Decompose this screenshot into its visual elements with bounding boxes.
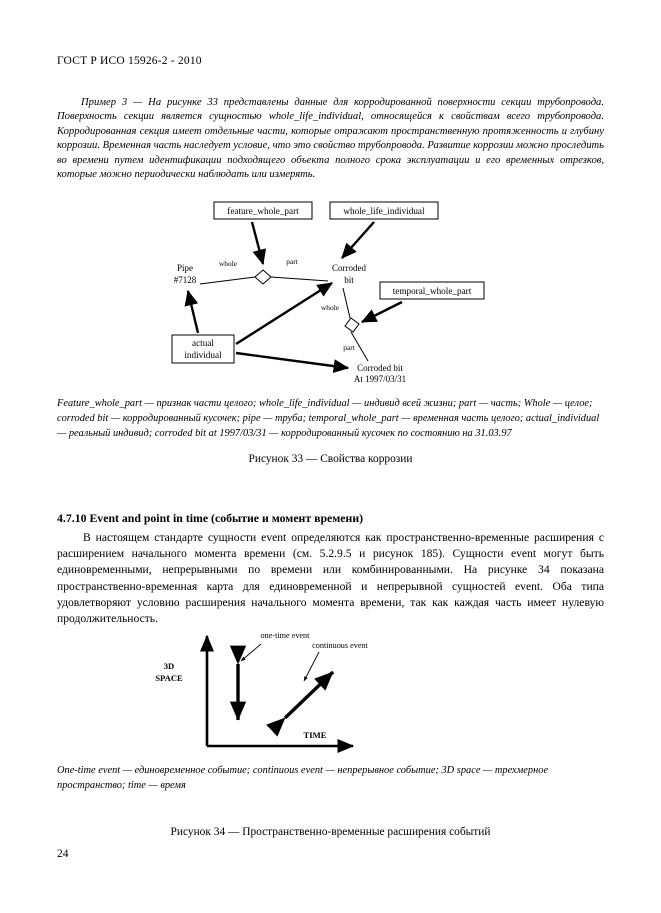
edge-corroded-bit-to-diamond2: [343, 288, 350, 318]
node-corroded-bit: [332, 263, 366, 285]
continuous-event-label: continuous event: [312, 641, 368, 650]
edge-diamond-to-corroded-bit: [271, 277, 328, 281]
box-temporal-whole-part-label: temporal_whole_part: [392, 286, 472, 296]
node-pipe-label-1: Pipe: [176, 263, 194, 273]
box-whole-life-individual: [330, 202, 438, 219]
arrow-actual-individual-to-dated-bit: [236, 353, 348, 368]
y-axis-label-line-1: 3D: [163, 661, 175, 671]
example-paragraph: Пример 3 — На рисунке 33 представлены данные для корродированной поверхности секции трубопровода. Поверхность секции является сущностью whole_life_individual, относящейся к свойствам всего трубопровода. Корродированная секция имеет отдельные части, которые отражают пространственную протяженность и глубину коррозии. Временная часть наследует условие, что это свойство трубопровода. Развитие коррозии можно проследить во времени путем идентификации подходящего объекта полного срока эксплуатации и его временных отрезков, которые можно периодически наблюдать или измерять.: [57, 97, 604, 181]
figure-33-legend: Feature_whole_part — признак части целого; whole_life_individual — индивид всей жизни; part — часть; Whole — целое; corroded bit — корродированный кусочек; pipe — труба; temporal_whole_part — временная часть целого; actual_individual — реальный индивид; corroded bit at 1997/03/31 — корродированный кусочек по состоянию на 31.03.97: [57, 398, 600, 440]
relation-diamond-lower: [345, 318, 359, 332]
continuous-event-arrow: [285, 672, 333, 718]
edge-label-whole-top: whole: [218, 259, 238, 268]
figure-33-caption: Рисунок 33 — Свойства коррозии: [248, 452, 413, 465]
page-number: 24: [57, 848, 69, 860]
figure-34-diagram: [155, 628, 485, 765]
arrow-whole-life-individual-to-corroded-bit: [342, 222, 374, 258]
one-time-event-label: one-time event: [260, 631, 310, 640]
edge-label-part-top: part: [286, 257, 298, 266]
figure-33-svg: [152, 198, 512, 388]
example-paragraph-block: [57, 96, 604, 182]
figure-34-x-axis-label: TIME: [303, 730, 327, 740]
edge-pipe-to-diamond: [200, 277, 255, 284]
standard-header: ГОСТ Р ИСО 15926-2 - 2010: [57, 55, 202, 67]
box-temporal-whole-part: [380, 282, 484, 299]
figure-34-y-axis-label: [155, 661, 183, 683]
box-actual-individual: [172, 335, 234, 363]
figure-34-legend: One-time event — единовременное событие; continuous event — непрерывное событие; 3D space — трехмерное пространство; time — время: [57, 765, 549, 792]
figure-33-legend-block: [57, 396, 604, 465]
one-time-event-pointer: [241, 644, 261, 661]
node-pipe-label-2: #7128: [173, 275, 197, 285]
section-body-paragraph: В настоящем стандарте сущности event определяются как пространственно-временные расширения с расширением начального момента времени (см. 5.2.9.5 и рисунок 185). Сущности event могут быть единовременными, непрерывными по времени или комбинированными. На рисунке 34 показана пространственно-временная карта для единовременной и непрерывной сущностей event. Оба типа удовлетворяют условию расширения начального момента времени, так как каждая часть имеет нулевую продолжительность.: [57, 531, 604, 626]
section-heading-4-7-10: 4.7.10 Event and point in time (событие и момент времени): [57, 511, 364, 525]
figure-34-caption: Рисунок 34 — Пространственно-временные расширения событий: [170, 826, 491, 839]
edge-label-part-low: part: [343, 343, 355, 352]
section-heading-block: [57, 511, 604, 526]
box-actual-individual-label-2: individual: [184, 350, 222, 360]
y-axis-label-line-2: SPACE: [155, 673, 183, 683]
arrow-actual-individual-to-pipe: [188, 291, 198, 333]
box-feature-whole-part-label: feature_whole_part: [227, 206, 299, 216]
arrow-actual-individual-to-corroded-bit: [236, 283, 332, 344]
box-feature-whole-part: [214, 202, 312, 219]
arrow-feature-whole-part-to-diamond: [252, 222, 263, 264]
box-actual-individual-label-1: actual: [192, 338, 214, 348]
continuous-event-pointer: [304, 652, 319, 681]
relation-diamond-upper: [255, 270, 271, 284]
node-pipe: [174, 263, 197, 285]
edge-label-whole-mid: whole: [320, 303, 340, 312]
box-whole-life-individual-label: whole_life_individual: [343, 206, 425, 216]
section-body-block: [57, 530, 604, 627]
figure-33-diagram: [152, 198, 512, 393]
node-corroded-bit-label-1: Corroded: [332, 263, 366, 273]
figure-34-svg: [155, 628, 485, 760]
node-corroded-bit-label-2: bit: [344, 275, 354, 285]
node-corroded-bit-dated-label-2: At 1997/03/31: [353, 374, 407, 384]
node-corroded-bit-dated: [354, 363, 406, 384]
figure-34-legend-block: [57, 763, 604, 838]
node-corroded-bit-dated-label-1: Corroded bit: [357, 363, 403, 373]
arrow-temporal-whole-part-to-diamond2: [362, 302, 402, 322]
